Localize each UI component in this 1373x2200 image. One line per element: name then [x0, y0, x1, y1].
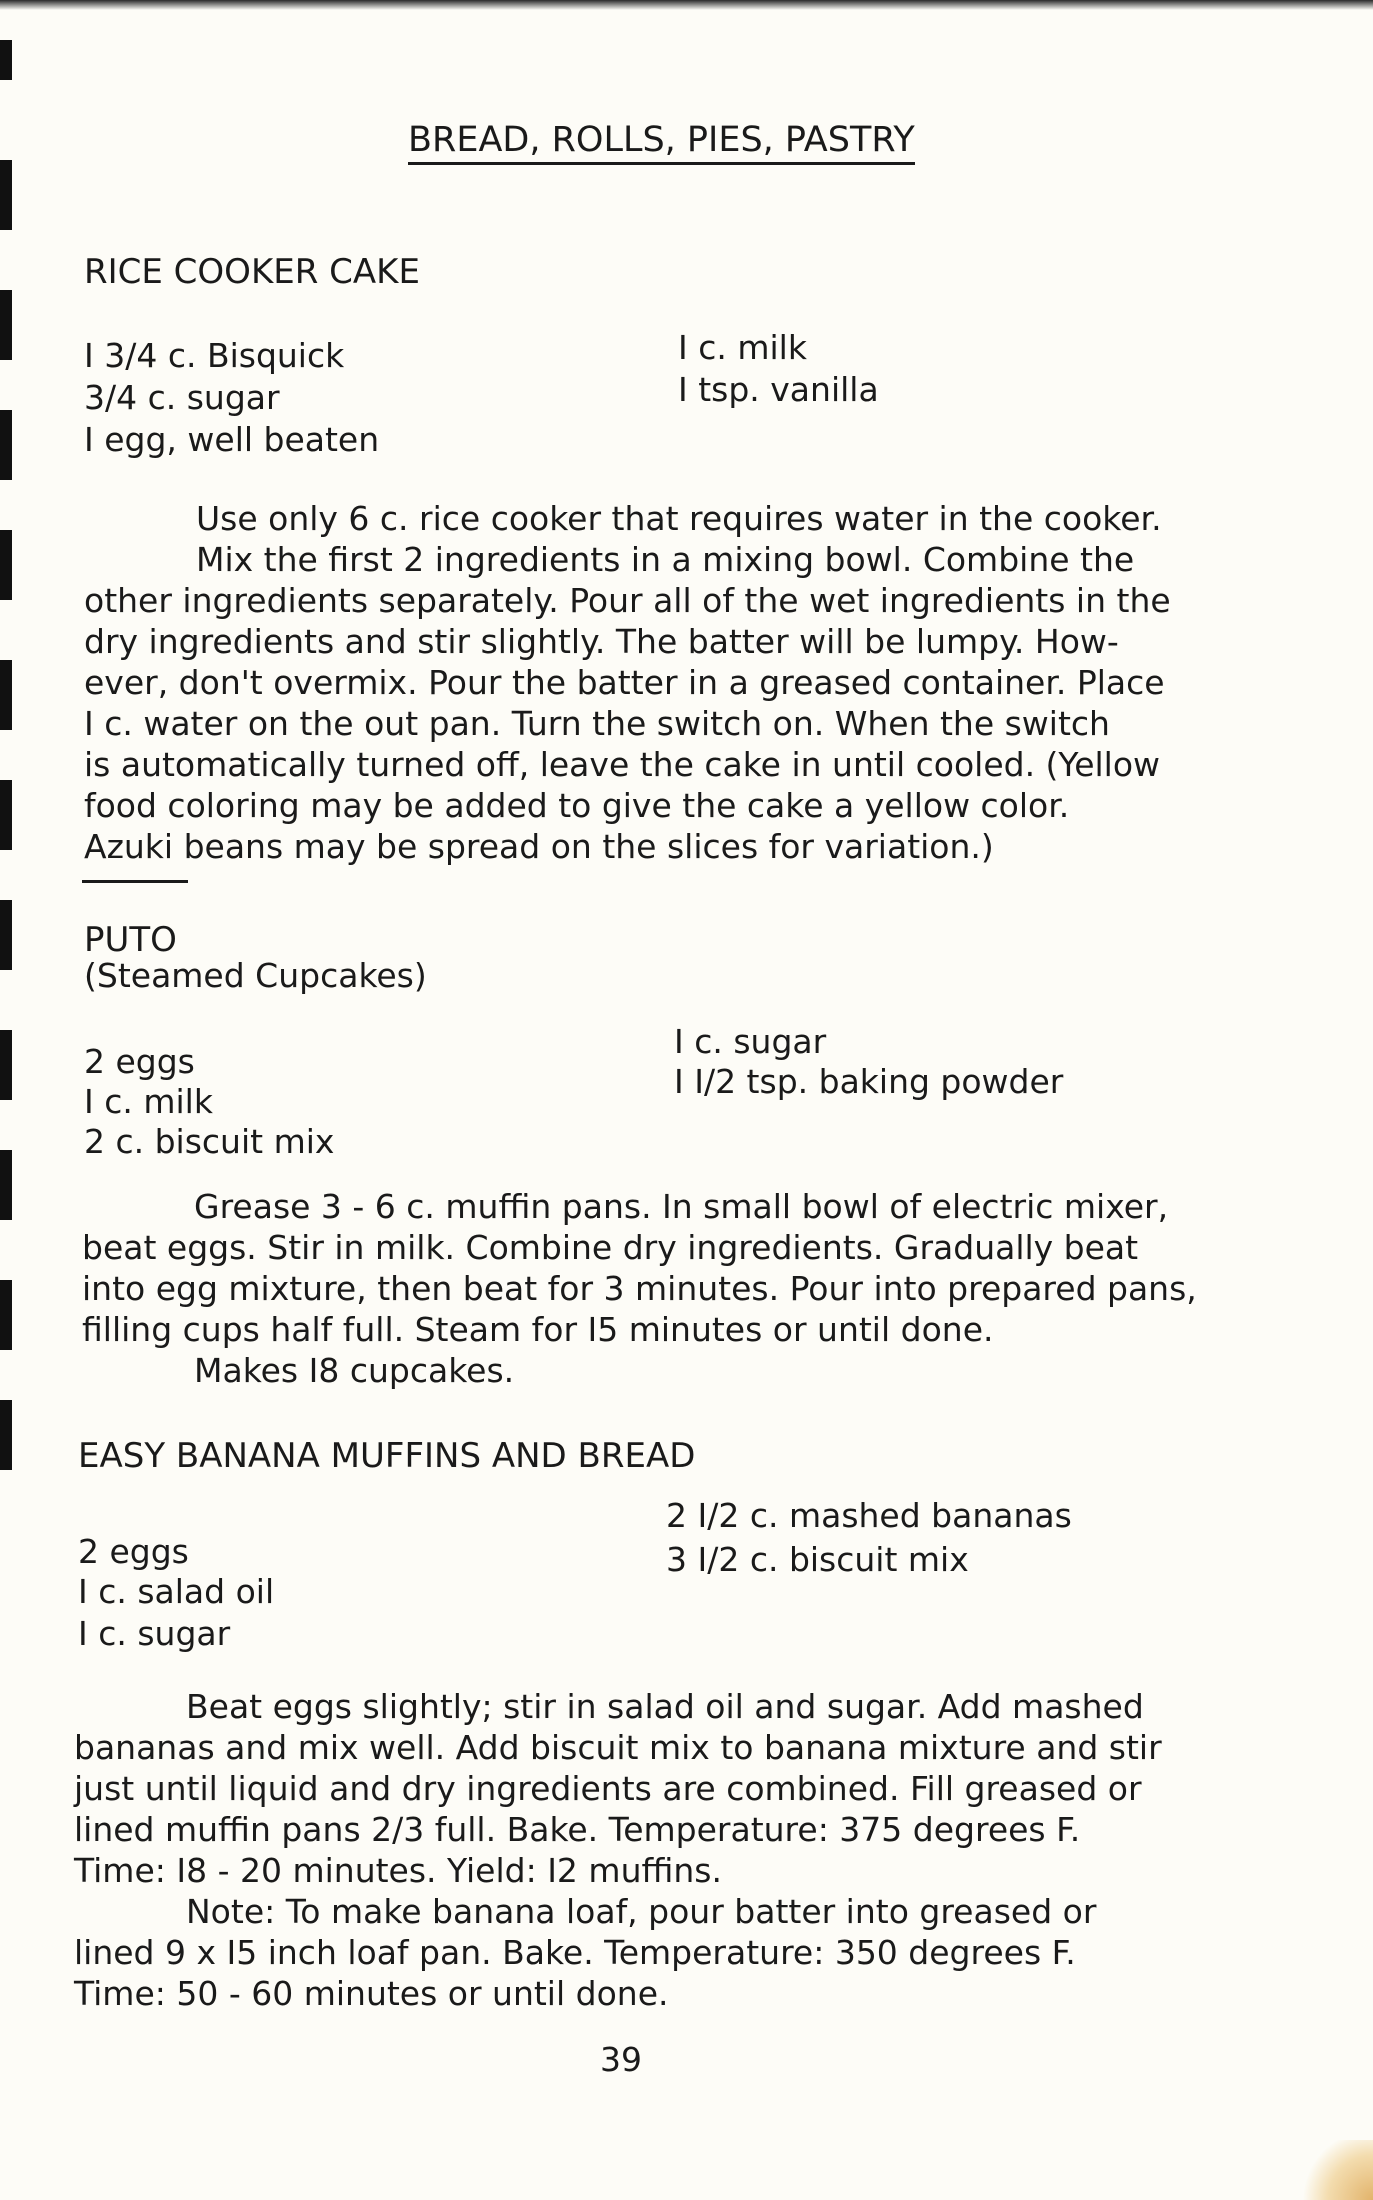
direction-line: Mix the first 2 ingredients in a mixing bowl. Combine the — [196, 540, 1135, 579]
direction-line: just until liquid and dry ingredients are combined. Fill greased or — [74, 1769, 1142, 1808]
page-corner-curl — [1293, 2140, 1373, 2200]
recipe-subtitle: (Steamed Cupcakes) — [84, 956, 427, 995]
direction-line: Time: I8 - 20 minutes. Yield: I2 muffins. — [74, 1851, 722, 1890]
binding-mark — [0, 40, 12, 80]
page-number: 39 — [600, 2040, 642, 2079]
ingredient: 2 I/2 c. mashed bananas — [666, 1496, 1072, 1535]
direction-line: Use only 6 c. rice cooker that requires water in the cooker. — [196, 499, 1162, 538]
direction-line: lined muffin pans 2/3 full. Bake. Temperature: 375 degrees F. — [74, 1810, 1081, 1849]
binding-mark — [0, 1400, 12, 1470]
ingredient: I I/2 tsp. baking powder — [674, 1062, 1064, 1101]
recipe-title: PUTO — [84, 920, 177, 960]
direction-line: beat eggs. Stir in milk. Combine dry ingredients. Gradually beat — [82, 1228, 1139, 1267]
ingredient: I c. salad oil — [78, 1572, 275, 1611]
binding-marks — [0, 30, 14, 1530]
ingredient: I c. sugar — [78, 1614, 231, 1653]
recipe-title: EASY BANANA MUFFINS AND BREAD — [78, 1436, 696, 1476]
binding-mark — [0, 160, 12, 230]
direction-line: Makes I8 cupcakes. — [194, 1351, 515, 1390]
binding-mark — [0, 780, 12, 850]
direction-line: Azuki beans may be spread on the slices for variation.) — [84, 827, 994, 866]
ingredient: I c. sugar — [674, 1022, 827, 1061]
direction-line: food coloring may be added to give the cake a yellow color. — [84, 786, 1070, 825]
direction-line: dry ingredients and stir slightly. The batter will be lumpy. How- — [84, 622, 1119, 661]
direction-line: into egg mixture, then beat for 3 minutes. Pour into prepared pans, — [82, 1269, 1197, 1308]
ingredient: 2 eggs — [84, 1042, 195, 1081]
ingredient: I egg, well beaten — [84, 420, 380, 459]
ingredient: I c. milk — [678, 328, 807, 367]
ingredient: 2 eggs — [78, 1532, 189, 1571]
recipe-directions — [84, 498, 1264, 867]
binding-mark — [0, 410, 12, 480]
recipe-divider — [82, 880, 188, 883]
binding-mark — [0, 290, 12, 360]
direction-line: Time: 50 - 60 minutes or until done. — [74, 1974, 669, 2013]
direction-line: ever, don't overmix. Pour the batter in a greased container. Place — [84, 663, 1165, 702]
direction-line: Beat eggs slightly; stir in salad oil and sugar. Add mashed — [186, 1687, 1144, 1726]
direction-line: Note: To make banana loaf, pour batter into greased or — [186, 1892, 1097, 1931]
direction-line: lined 9 x I5 inch loaf pan. Bake. Temperature: 350 degrees F. — [74, 1933, 1076, 1972]
direction-line: Grease 3 - 6 c. muffin pans. In small bowl of electric mixer, — [194, 1187, 1169, 1226]
ingredient: I c. milk — [84, 1082, 213, 1121]
binding-mark — [0, 530, 12, 600]
ingredient: 3 I/2 c. biscuit mix — [666, 1540, 969, 1579]
ingredient: 2 c. biscuit mix — [84, 1122, 335, 1161]
recipe-title: RICE COOKER CAKE — [84, 252, 420, 292]
binding-mark — [0, 1030, 12, 1100]
binding-mark — [0, 900, 12, 970]
direction-line: bananas and mix well. Add biscuit mix to banana mixture and stir — [74, 1728, 1162, 1767]
ingredient: I tsp. vanilla — [678, 370, 879, 409]
recipe-directions — [82, 1186, 1262, 1391]
direction-line: is automatically turned off, leave the cake in until cooled. (Yellow — [84, 745, 1161, 784]
recipe-directions — [74, 1686, 1254, 2014]
direction-line: other ingredients separately. Pour all of the wet ingredients in the — [84, 581, 1171, 620]
direction-line: filling cups half full. Steam for I5 minutes or until done. — [82, 1310, 994, 1349]
section-header: BREAD, ROLLS, PIES, PASTRY — [408, 120, 915, 165]
binding-mark — [0, 1280, 12, 1350]
binding-mark — [0, 660, 12, 730]
binding-mark — [0, 1150, 12, 1220]
ingredient: I 3/4 c. Bisquick — [84, 336, 345, 375]
page-edge-shadow — [0, 0, 1373, 10]
direction-line: I c. water on the out pan. Turn the switch on. When the switch — [84, 704, 1110, 743]
ingredient: 3/4 c. sugar — [84, 378, 280, 417]
